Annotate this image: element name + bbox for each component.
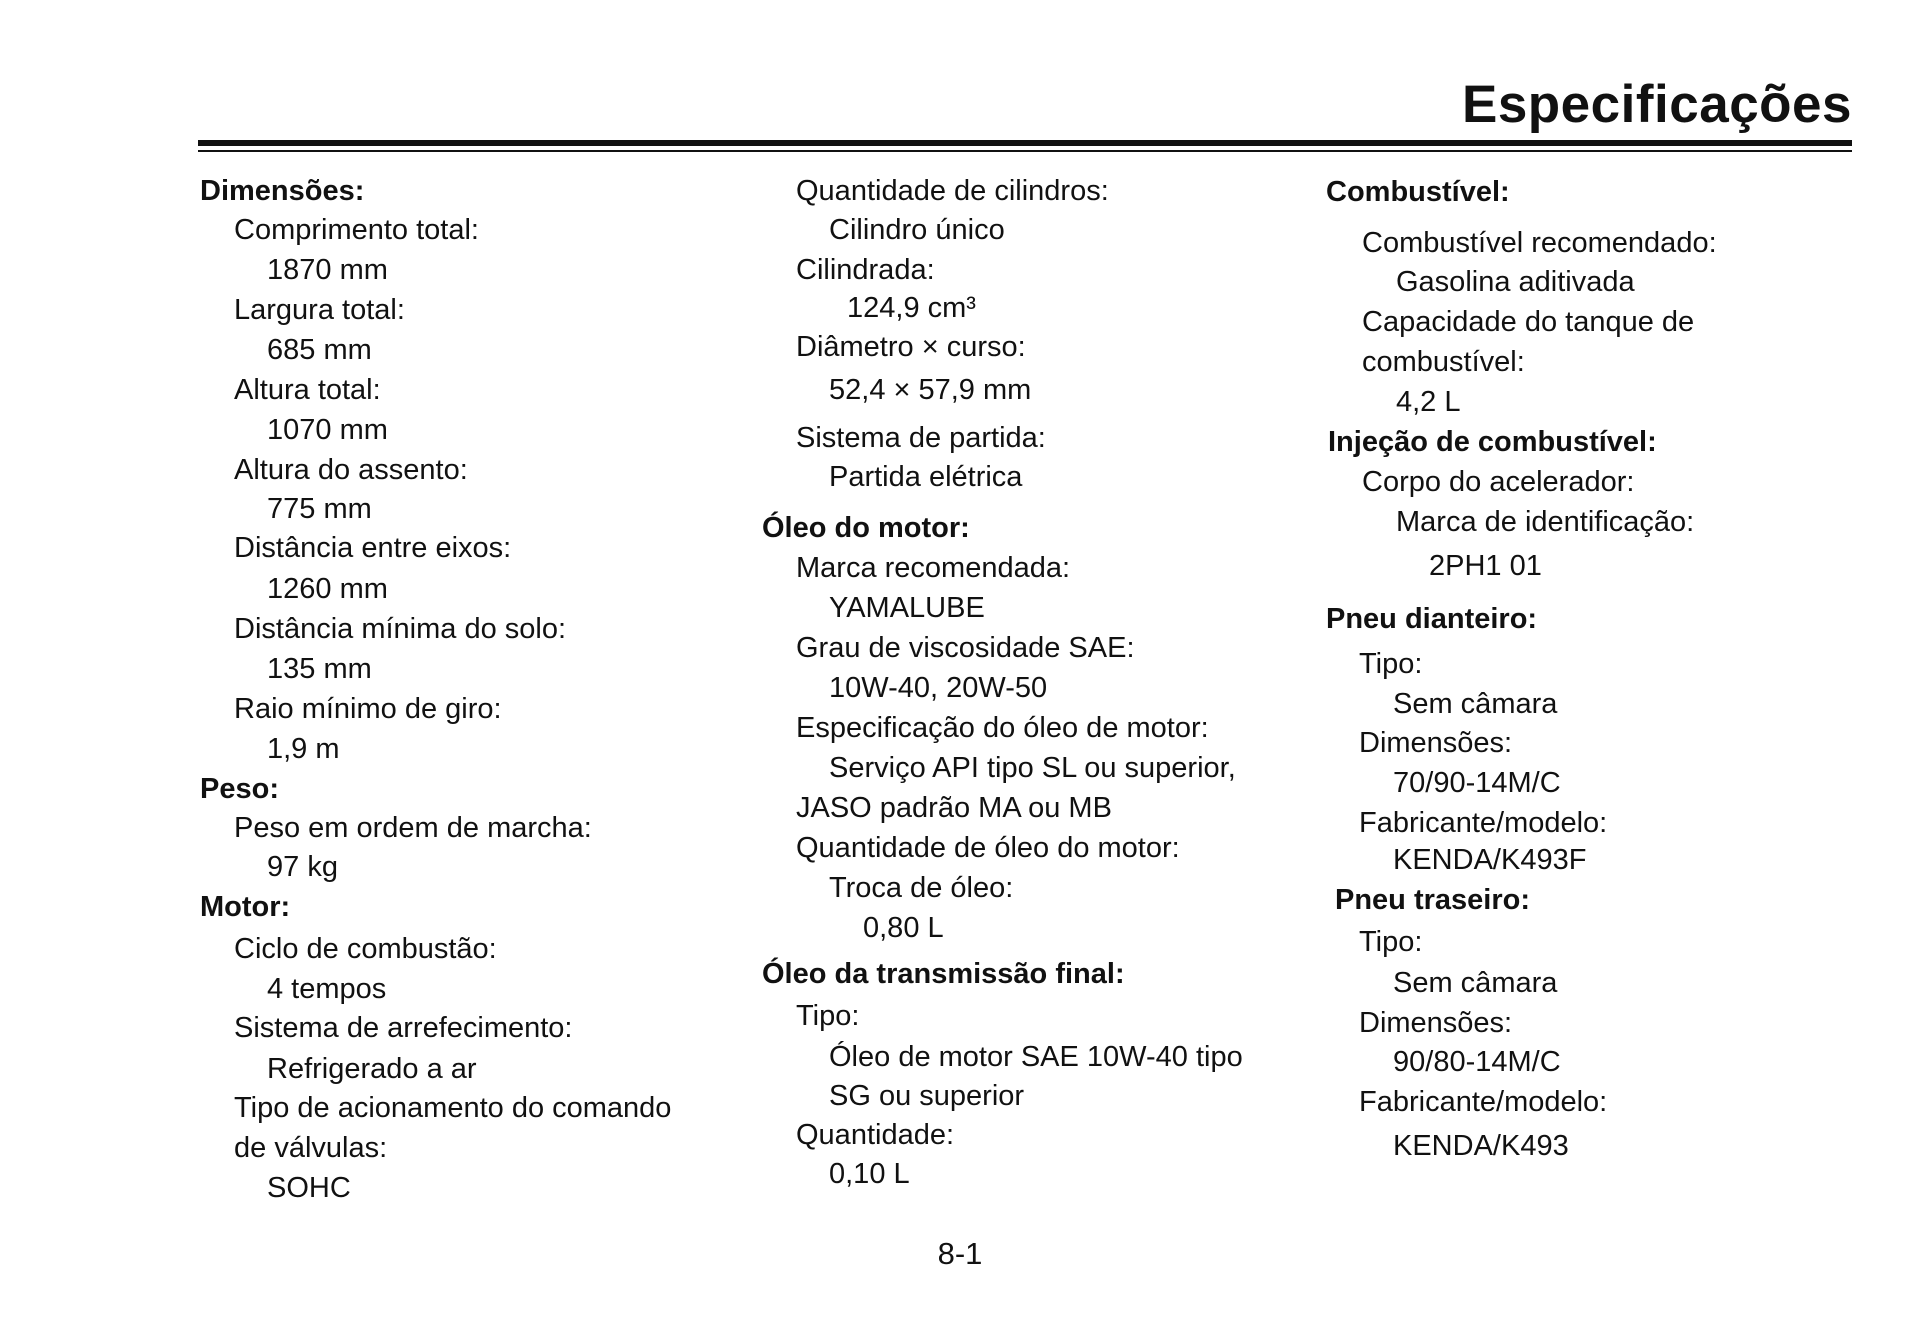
spec-value: Sem câmara [1393,688,1558,720]
spec-value: 97 kg [267,851,338,883]
spec-value: 135 mm [267,653,372,685]
spec-label: Capacidade do tanque de [1362,306,1695,338]
section-heading-combustivel: Combustível: [1326,176,1510,208]
spec-label: de válvulas: [234,1132,388,1164]
spec-value: 685 mm [267,334,372,366]
spec-label: Marca recomendada: [796,552,1071,584]
spec-label: Fabricante/modelo: [1359,1086,1608,1118]
spec-label: Comprimento total: [234,214,479,246]
spec-value: YAMALUBE [829,592,985,624]
spec-value: Cilindro único [829,214,1005,246]
spec-value: Partida elétrica [829,461,1023,493]
section-heading-injecao: Injeção de combustível: [1328,426,1657,458]
spec-value: 1070 mm [267,414,388,446]
spec-label: Fabricante/modelo: [1359,807,1608,839]
spec-label: Altura total: [234,374,381,406]
spec-value: Gasolina aditivada [1396,266,1635,298]
page-number: 8-1 [937,1236,983,1271]
spec-value: 4,2 L [1396,386,1461,418]
spec-label: combustível: [1362,346,1525,378]
spec-value: 1260 mm [267,573,388,605]
section-heading-motor: Motor: [200,891,291,923]
spec-label: Corpo do acelerador: [1362,466,1635,498]
section-heading-pneu-dianteiro: Pneu dianteiro: [1326,603,1538,635]
spec-value: 52,4 × 57,9 mm [829,374,1032,406]
spec-label: Quantidade de cilindros: [796,175,1109,207]
spec-value: 0,80 L [863,912,944,944]
spec-label: Largura total: [234,294,405,326]
spec-label: Troca de óleo: [829,872,1014,904]
spec-value: 70/90-14M/C [1393,767,1561,799]
page-title: Especificações [1461,75,1852,134]
spec-value: 90/80-14M/C [1393,1046,1561,1078]
spec-label: Sistema de partida: [796,422,1046,454]
spec-value: SOHC [267,1172,351,1204]
spec-value: 1870 mm [267,254,388,286]
spec-label: Altura do assento: [234,454,468,486]
spec-label: Distância mínima do solo: [234,613,567,645]
spec-label: Cilindrada: [796,254,935,286]
column-middle [762,0,1362,1323]
section-heading-dimensoes: Dimensões: [200,175,365,207]
spec-label: Peso em ordem de marcha: [234,812,592,844]
spec-value: 2PH1 01 [1429,550,1542,582]
spec-label: Dimensões: [1359,1007,1513,1039]
spec-label: Distância entre eixos: [234,532,512,564]
spec-value: SG ou superior [829,1080,1025,1112]
spec-value: 0,10 L [829,1158,910,1190]
spec-value: Sem câmara [1393,967,1558,999]
spec-label: Raio mínimo de giro: [234,693,502,725]
spec-label: Dimensões: [1359,727,1513,759]
spec-value: 124,9 cm³ [847,292,976,324]
spec-value: Serviço API tipo SL ou superior, [829,752,1236,784]
spec-value: Refrigerado a ar [267,1053,477,1085]
spec-value: 1,9 m [267,733,340,765]
spec-label: Diâmetro × curso: [796,331,1026,363]
spec-label: Quantidade: [796,1119,955,1151]
spec-label: Quantidade de óleo do motor: [796,832,1180,864]
spec-label: Ciclo de combustão: [234,933,497,965]
spec-value: 775 mm [267,493,372,525]
spec-label: Tipo: [1359,926,1423,958]
section-heading-peso: Peso: [200,773,279,805]
spec-value: 10W-40, 20W-50 [829,672,1048,704]
column-right [1326,0,1920,1323]
spec-value: KENDA/K493F [1393,844,1587,876]
spec-value: Óleo de motor SAE 10W-40 tipo [829,1041,1243,1073]
section-heading-oleo-motor: Óleo do motor: [762,512,970,544]
spec-value: 4 tempos [267,973,387,1005]
column-left [200,0,800,1323]
section-heading-pneu-traseiro: Pneu traseiro: [1335,884,1530,916]
spec-label: Combustível recomendado: [1362,227,1717,259]
spec-value: KENDA/K493 [1393,1130,1569,1162]
spec-label: Tipo: [796,1000,860,1032]
spec-label: Tipo: [1359,648,1423,680]
section-heading-oleo-transmissao: Óleo da transmissão final: [762,958,1125,990]
spec-label: Sistema de arrefecimento: [234,1012,573,1044]
spec-label: Marca de identificação: [1396,506,1695,538]
spec-label: Grau de viscosidade SAE: [796,632,1135,664]
spec-label: Especificação do óleo de motor: [796,712,1209,744]
spec-value: JASO padrão MA ou MB [796,792,1112,824]
spec-label: Tipo de acionamento do comando [234,1092,672,1124]
